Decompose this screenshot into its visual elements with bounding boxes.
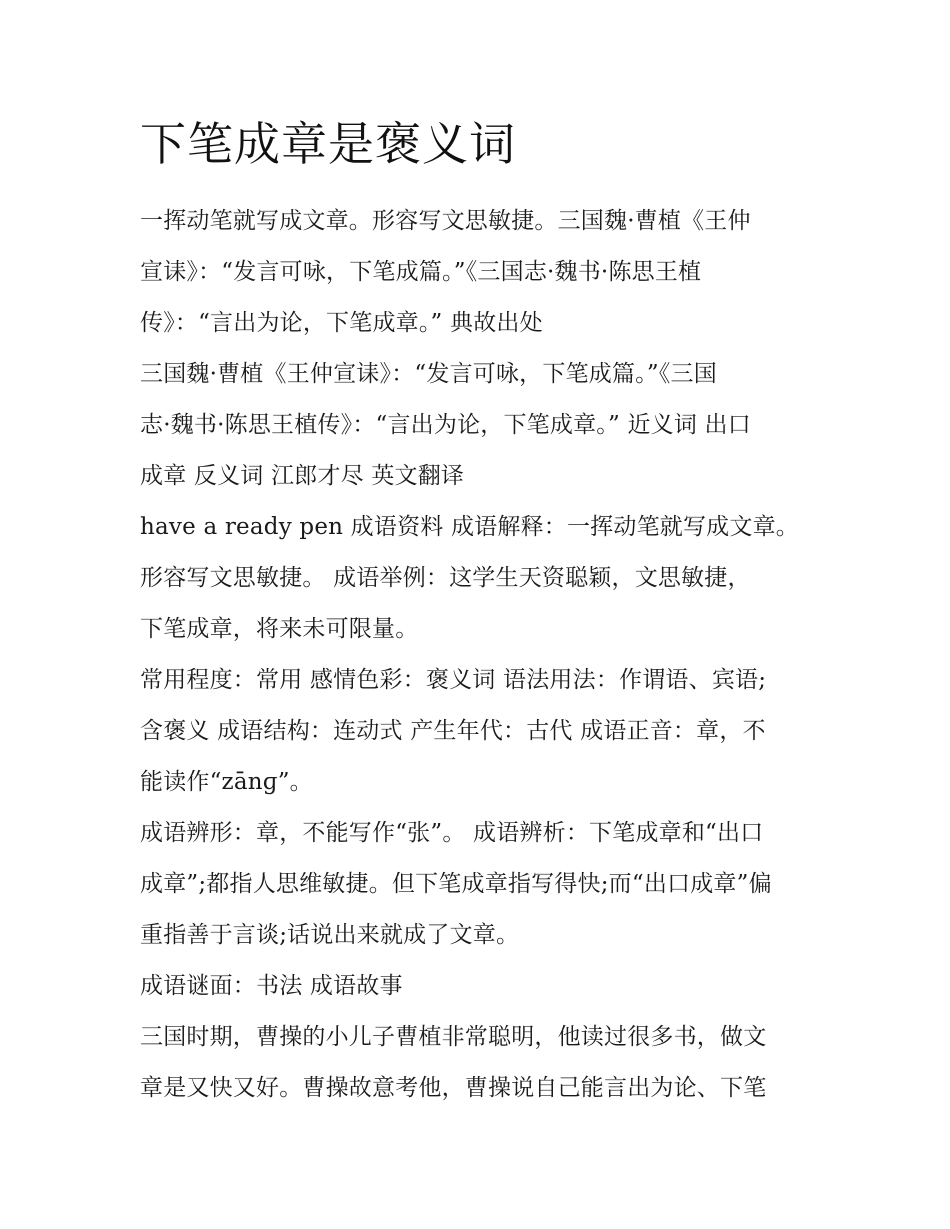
body-line: 含褒义 成语结构：连动式 产生年代：古代 成语正音：章，不 — [140, 718, 766, 744]
body-line: 能读作“zānɡ”。 — [140, 769, 313, 795]
body-line: 一挥动笔就写成文章。形容写文思敏捷。三国魏·曹植《王仲 — [140, 208, 751, 234]
body-line: 下笔成章，将来未可限量。 — [140, 616, 419, 642]
body-line: 成语辨形：章，不能写作“张”。 成语辨析：下笔成章和“出口 — [140, 820, 764, 846]
body-line: 成章 反义词 江郎才尽 英文翻译 — [140, 463, 465, 489]
body-line: 成语谜面：书法 成语故事 — [140, 973, 403, 999]
document-title: 下笔成章是褒义词 — [140, 117, 516, 171]
body-line: 重指善于言谈;话说出来就成了文章。 — [140, 922, 520, 948]
body-line: 三国魏·曹植《王仲宣诔》：“发言可咏，下笔成篇。”《三国 — [140, 361, 717, 387]
body-line: 三国时期，曹操的小儿子曹植非常聪明，他读过很多书，做文 — [140, 1024, 767, 1050]
document-body — [140, 196, 820, 1114]
body-line: 志·魏书·陈思王植传》：“言出为论，下笔成章。” 近义词 出口 — [140, 412, 751, 438]
body-line: 成章”;都指人思维敏捷。但下笔成章指写得快;而“出口成章”偏 — [140, 871, 772, 897]
body-line: 传》：“言出为论，下笔成章。” 典故出处 — [140, 310, 543, 336]
body-line: have a ready pen 成语资料 成语解释：一挥动笔就写成文章。 — [140, 514, 799, 540]
body-line: 常用程度：常用 感情色彩：褒义词 语法用法：作谓语、宾语; — [140, 667, 767, 693]
body-line: 章是又快又好。曹操故意考他，曹操说自己能言出为论、下笔 — [140, 1075, 767, 1101]
body-line: 形容写文思敏捷。 成语举例：这学生天资聪颖，文思敏捷， — [140, 565, 751, 591]
body-line: 宣诔》：“发言可咏，下笔成篇。”《三国志·魏书·陈思王植 — [140, 259, 702, 285]
